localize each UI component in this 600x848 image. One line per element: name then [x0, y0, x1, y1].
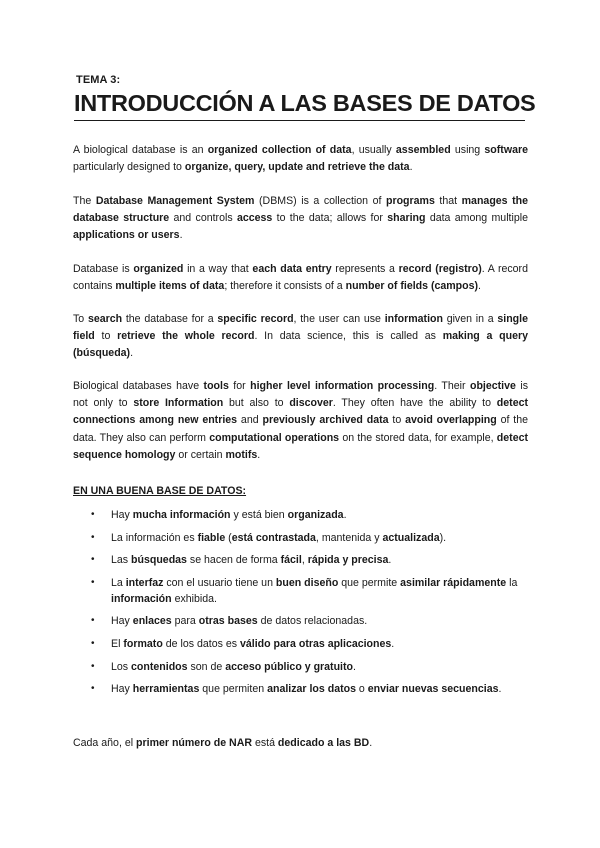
text-run: that — [434, 195, 462, 207]
text-run: que permiten — [199, 683, 268, 696]
bullet-icon: • — [91, 554, 95, 566]
text-run: la — [506, 576, 518, 589]
emphasis-text: discover — [289, 397, 333, 410]
emphasis-text: information — [384, 313, 443, 325]
bullet-icon: • — [91, 637, 95, 649]
text-run: to — [388, 414, 406, 427]
text-run: . — [388, 554, 392, 567]
emphasis-text: objective — [469, 380, 516, 392]
text-run: de los datos es — [162, 637, 240, 650]
emphasis-text: primer número de NAR — [136, 737, 252, 749]
emphasis-text: applications or users — [73, 229, 180, 242]
text-run: is not only to — [73, 380, 529, 410]
list-item — [91, 530, 528, 546]
text-run: . Their — [434, 380, 470, 392]
text-run: ( — [225, 531, 232, 544]
emphasis-text: detect connections among new entries — [73, 397, 528, 427]
emphasis-text: acceso público y gratuito — [225, 660, 353, 673]
emphasis-text: store Information — [133, 397, 224, 410]
bullet-icon: • — [91, 509, 95, 520]
bullet-icon: • — [91, 683, 95, 695]
text-run: . In data science, this is called as — [254, 330, 443, 343]
emphasis-text: avoid overlapping — [405, 414, 497, 427]
text-run: Hay — [111, 615, 133, 628]
list-item — [91, 659, 528, 675]
emphasis-text: buen diseño — [275, 576, 339, 589]
emphasis-text: fácil — [280, 554, 302, 567]
text-run: mantenida — [321, 531, 372, 544]
emphasis-text: está contrastada — [231, 531, 316, 544]
emphasis-text: información — [111, 592, 172, 605]
emphasis-text: interfaz — [125, 576, 164, 589]
emphasis-text: assembled — [395, 144, 451, 156]
text-run: . A record contains — [73, 263, 528, 293]
emphasis-text: válido para otras aplicaciones — [239, 637, 392, 650]
text-run: on the stored data, for example, — [339, 431, 497, 444]
emphasis-text: organized collection of data — [207, 144, 352, 156]
text-run: . — [130, 347, 134, 360]
paragraph-definition — [73, 142, 528, 176]
emphasis-text: contenidos — [131, 660, 188, 673]
text-run: data among multiple — [425, 212, 528, 225]
emphasis-text: búsquedas — [131, 554, 187, 567]
emphasis-text: organizada — [287, 509, 344, 521]
text-run: Hay — [111, 509, 133, 521]
text-run: , — [315, 531, 322, 544]
paragraph-tools — [73, 378, 528, 464]
bullet-icon: • — [91, 576, 95, 588]
emphasis-text: each data entry — [252, 263, 332, 275]
emphasis-text: mucha información — [132, 509, 231, 521]
emphasis-text: single field — [73, 313, 528, 343]
emphasis-text: herramientas — [132, 683, 200, 696]
text-run: and — [237, 414, 263, 427]
text-run: Biological databases have — [73, 380, 204, 392]
text-run: A biological database is an — [73, 144, 208, 156]
bullet-icon: • — [91, 615, 95, 627]
emphasis-text: analizar los datos — [267, 683, 356, 696]
emphasis-text: enlaces — [132, 615, 172, 628]
list-item — [91, 681, 528, 697]
text-run: but also to — [223, 397, 290, 410]
list-item — [91, 636, 528, 652]
text-run: y — [371, 531, 383, 544]
emphasis-text: Database Management System — [95, 195, 255, 207]
text-run: To — [73, 313, 88, 325]
text-run: Los — [111, 660, 132, 673]
closing-note — [73, 737, 372, 749]
emphasis-text: manages the database structure — [73, 195, 529, 225]
emphasis-text: retrieve the whole record — [117, 330, 255, 343]
emphasis-text: search — [87, 313, 123, 325]
emphasis-text: software — [484, 144, 528, 156]
text-run: , the user can use — [293, 313, 385, 325]
text-run: El — [111, 637, 124, 650]
emphasis-text: rápida y precisa — [307, 554, 389, 567]
text-run: . — [391, 637, 395, 650]
text-run: . — [498, 683, 502, 696]
list-item — [91, 552, 528, 568]
text-run: . — [257, 448, 261, 461]
text-run: , usually — [351, 144, 396, 156]
emphasis-text: dedicado a las BD — [277, 737, 370, 749]
list-item — [91, 575, 528, 607]
text-run: . They often have the ability to — [332, 397, 497, 410]
text-run: con el usuario tiene un — [163, 576, 276, 589]
text-run: o — [355, 683, 368, 696]
text-run: to — [94, 330, 118, 343]
paragraph-dbms — [73, 193, 528, 245]
text-run: . — [478, 280, 481, 293]
emphasis-text: multiple items of data — [115, 280, 225, 293]
emphasis-text: access — [236, 212, 273, 225]
text-run: represents a — [331, 263, 399, 275]
emphasis-text: formato — [123, 637, 163, 650]
text-run: . — [409, 161, 413, 174]
chapter-label: TEMA 3: — [76, 74, 121, 86]
text-run: . — [369, 737, 373, 749]
text-run: de datos relacionadas. — [257, 615, 368, 628]
emphasis-text: computational operations — [209, 431, 340, 444]
emphasis-text: previously archived data — [262, 414, 389, 427]
text-run: , — [301, 554, 308, 567]
emphasis-text: number of fields (campos) — [345, 280, 479, 293]
page-title: INTRODUCCIÓN A LAS BASES DE DATOS — [74, 90, 525, 121]
text-run: . — [179, 229, 183, 242]
text-run: que permite — [338, 576, 401, 589]
emphasis-text: sharing — [387, 212, 426, 225]
text-run: ; therefore it consists of a — [224, 280, 346, 293]
emphasis-text: programs — [385, 195, 435, 207]
text-run: to the data; allows for — [272, 212, 388, 225]
emphasis-text: asimilar rápidamente — [400, 576, 507, 589]
emphasis-text: fiable — [197, 531, 226, 544]
text-run: in a way that — [183, 263, 253, 275]
list-item — [91, 507, 528, 523]
emphasis-text: enviar nuevas secuencias — [367, 683, 499, 696]
bullet-icon: • — [91, 531, 95, 543]
text-run: para — [171, 615, 199, 628]
text-run: of the data. They also can perform — [73, 414, 528, 444]
emphasis-text: otras bases — [198, 615, 258, 628]
text-run: La — [111, 576, 126, 589]
emphasis-text: motifs — [225, 448, 258, 461]
emphasis-text: tools — [203, 380, 229, 392]
text-run: Las — [111, 554, 132, 567]
emphasis-text: actualizada — [382, 531, 440, 544]
text-run: Cada año, el — [73, 737, 137, 749]
emphasis-text: higher level information processing — [250, 380, 435, 392]
text-run: se hacen de forma — [186, 554, 281, 567]
text-run: particularly designed to — [73, 161, 185, 174]
text-run: given in a — [442, 313, 498, 325]
text-run: está — [252, 737, 278, 749]
text-run: or certain — [175, 448, 226, 461]
emphasis-text: detect sequence homology — [73, 431, 528, 461]
emphasis-text: organized — [133, 263, 184, 275]
emphasis-text: organize, query, update and retrieve the data — [184, 161, 410, 174]
text-run: for — [228, 380, 251, 392]
text-run: son de — [187, 660, 226, 673]
text-run: and controls — [169, 212, 237, 225]
text-run: y está bien — [230, 509, 288, 521]
text-run: using — [450, 144, 485, 156]
list-item — [91, 613, 528, 629]
section-heading: EN UNA BUENA BASE DE DATOS: — [73, 485, 247, 497]
paragraph-query — [73, 311, 528, 363]
text-run: Hay — [111, 683, 133, 696]
text-run: The — [73, 195, 96, 207]
bullet-list — [91, 507, 528, 704]
text-run: exhibida. — [171, 592, 217, 605]
text-run: (DBMS) is a collection of — [254, 195, 386, 207]
text-run: ). — [439, 531, 447, 544]
emphasis-text: specific record — [217, 313, 294, 325]
text-run: . — [353, 660, 356, 673]
emphasis-text: record (registro) — [398, 263, 482, 275]
paragraph-records — [73, 261, 528, 295]
bullet-icon: • — [91, 660, 95, 672]
text-run: Database is — [73, 263, 134, 275]
emphasis-text: making a query (búsqueda) — [73, 330, 528, 360]
text-run: La información es — [111, 531, 198, 544]
text-run: the database for a — [122, 313, 218, 325]
text-run: . — [343, 509, 347, 521]
